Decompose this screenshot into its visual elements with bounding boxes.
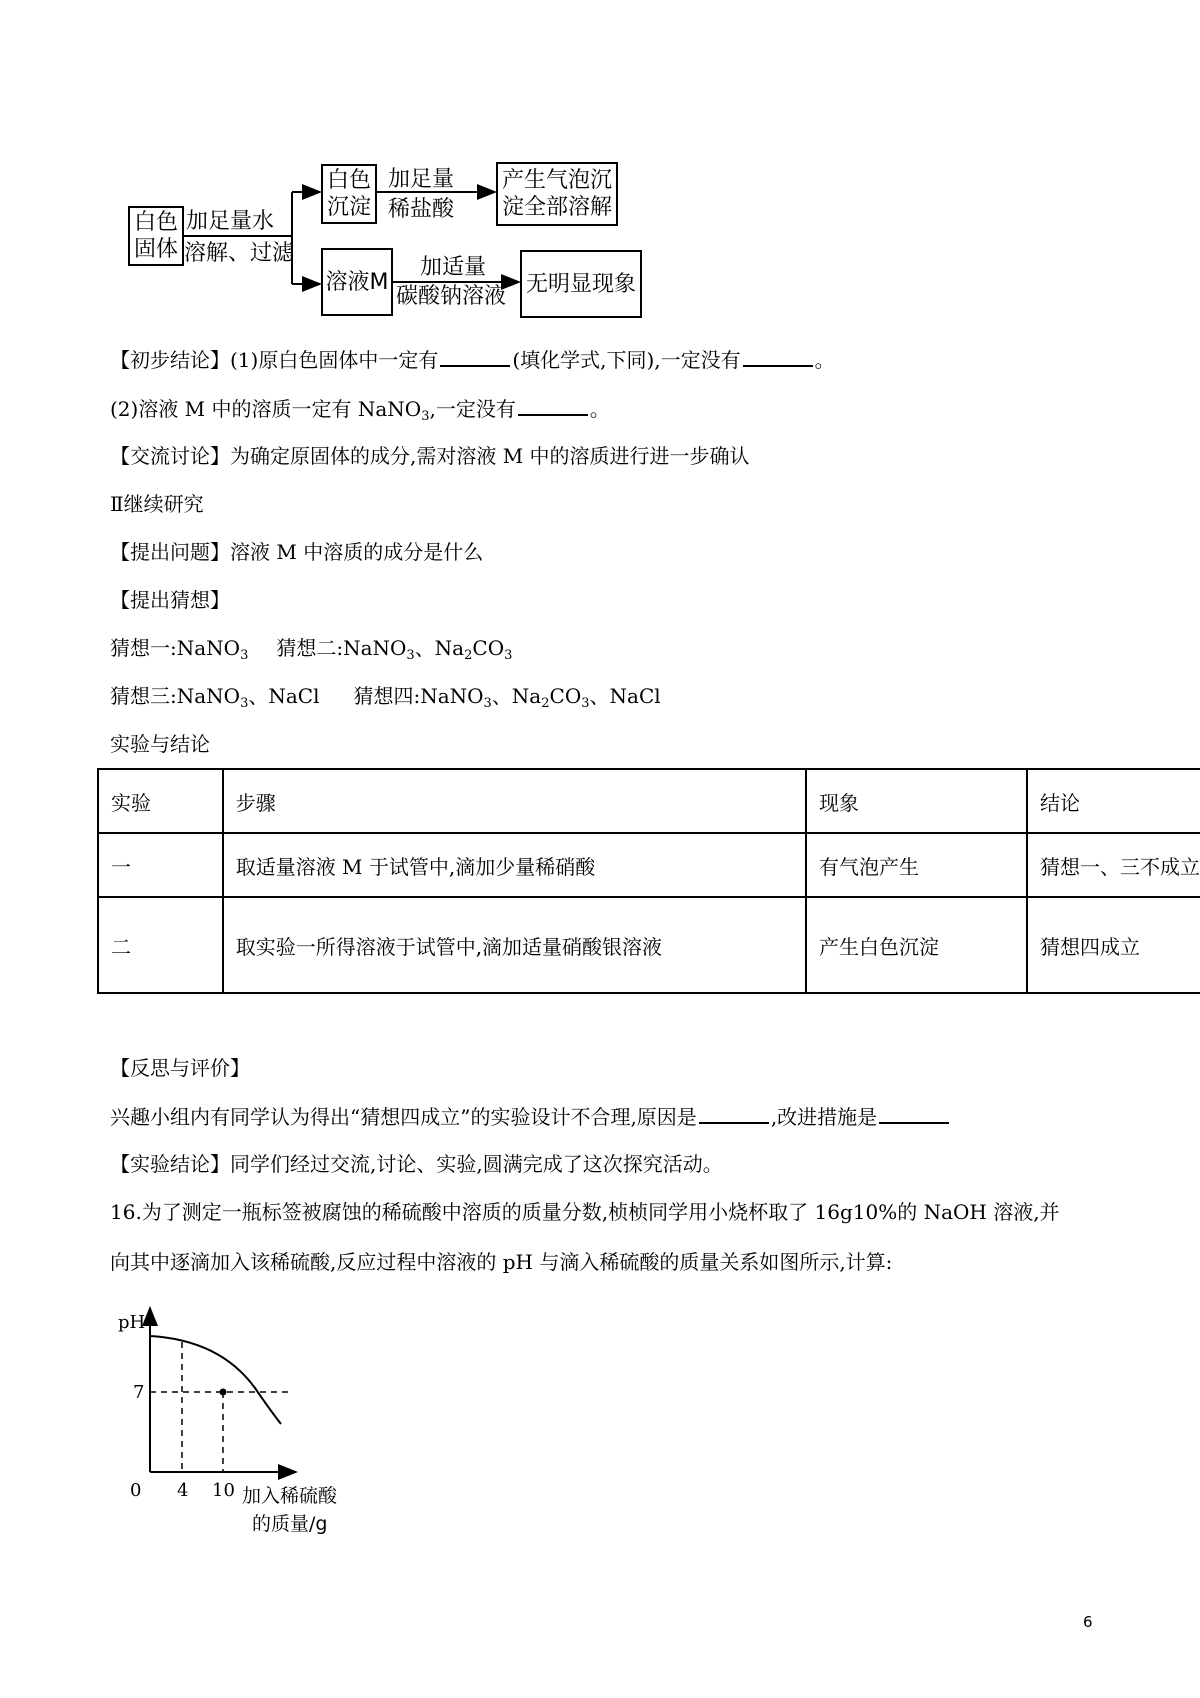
formula-co: CO [472, 636, 505, 660]
flow-precipitate-line1: 白色 [326, 168, 371, 193]
conclusion2-text-b: ,一定没有 [429, 397, 516, 421]
conclusion1-text-a: 【初步结论】(1)原白色固体中一定有 [110, 348, 439, 372]
origin-label: 0 [130, 1480, 142, 1501]
page-number: 6 [1083, 1613, 1093, 1631]
subscript: 3 [240, 696, 249, 711]
subscript: 3 [581, 696, 590, 711]
hypothesis-3: 猜想三:NaNO [110, 684, 241, 708]
hypothesis-4-rest2: 、NaCl [589, 684, 661, 708]
subscript: 2 [541, 696, 550, 711]
flow-start-line1: 白色 [133, 210, 178, 235]
flow-result2-label: 无明显现象 [525, 271, 636, 297]
hypothesis-4-rest1: 、Na [491, 684, 542, 708]
flow-connectors [0, 0, 700, 330]
table-header-cell: 步骤 [223, 769, 806, 833]
table-header-cell: 实验 [98, 769, 223, 833]
table-row [98, 897, 1200, 993]
question-line: 【提出问题】溶液 M 中溶质的成分是什么 [110, 540, 484, 564]
hypothesis-1: 猜想一:NaNO [110, 636, 241, 660]
conclusion-line-1 [110, 347, 835, 372]
reflection-line [110, 1104, 951, 1129]
subscript: 3 [240, 648, 249, 663]
table-header-row [98, 769, 1200, 833]
ph-graph [100, 1300, 400, 1540]
x-tick-label: 10 [212, 1480, 235, 1501]
ph-curve [150, 1336, 281, 1424]
experiment-table [97, 768, 1200, 994]
hypothesis-heading: 【提出猜想】 [110, 588, 230, 612]
flow-step2-top: 加足量 [388, 167, 455, 192]
flow-precipitate-line2: 沉淀 [326, 195, 371, 220]
answer-blank-3[interactable] [518, 396, 588, 416]
experiment-heading: 实验与结论 [110, 732, 210, 756]
section-2-heading: Ⅱ继续研究 [110, 492, 204, 516]
subscript: 3 [483, 696, 492, 711]
conclusion-line-2 [110, 396, 610, 424]
final-conclusion-line: 【实验结论】同学们经过交流,讨论、实验,圆满完成了这次探究活动。 [110, 1152, 723, 1176]
y-axis-label: pH [118, 1312, 146, 1333]
subscript: 3 [406, 648, 415, 663]
flow-step3-bottom: 碳酸钠溶液 [396, 284, 507, 309]
subscript: 2 [464, 648, 473, 663]
reflection-heading: 【反思与评价】 [110, 1056, 250, 1080]
conclusion1-text-b: (填化学式,下同),一定没有 [512, 348, 741, 372]
answer-blank-5[interactable] [879, 1104, 949, 1124]
equivalence-point [220, 1389, 227, 1396]
table-cell: 猜想四成立 [1027, 897, 1200, 993]
x-axis-label-line2: 的质量/g [252, 1513, 328, 1535]
formula-co: CO [549, 684, 582, 708]
flow-start-line2: 固体 [133, 237, 178, 262]
table-header-cell: 现象 [806, 769, 1027, 833]
discussion-line: 【交流讨论】为确定原固体的成分,需对溶液 M 中的溶质进行进一步确认 [110, 444, 750, 468]
flow-solution-label: 溶液M [325, 269, 389, 295]
table-cell: 一 [98, 833, 223, 897]
conclusion1-text-c: 。 [814, 348, 835, 372]
flow-step3-top: 加适量 [420, 255, 487, 280]
table-row [98, 833, 1200, 897]
answer-blank-2[interactable] [743, 347, 813, 367]
table-cell: 取适量溶液 M 于试管中,滴加少量稀硝酸 [223, 833, 806, 897]
question-16-line-1: 16.为了测定一瓶标签被腐蚀的稀硫酸中溶质的质量分数,桢桢同学用小烧杯取了 16g10%的 NaOH 溶液,并 [110, 1200, 1060, 1224]
table-cell: 取实验一所得溶液于试管中,滴加适量硝酸银溶液 [223, 897, 806, 993]
table-cell: 有气泡产生 [806, 833, 1027, 897]
x-axis-label-line1: 加入稀硫酸 [242, 1485, 338, 1507]
subscript: 3 [421, 409, 430, 424]
answer-blank-4[interactable] [699, 1104, 769, 1124]
flow-step2-bottom: 稀盐酸 [388, 197, 455, 222]
flow-step1-bottom: 溶解、过滤 [184, 241, 295, 266]
conclusion2-text-a: (2)溶液 M 中的溶质一定有 NaNO [110, 397, 422, 421]
x-tick-label: 4 [177, 1480, 189, 1501]
flow-result1-line1: 产生气泡沉 [501, 168, 612, 193]
conclusion2-text-c: 。 [589, 397, 610, 421]
table-header-cell: 结论 [1027, 769, 1200, 833]
flow-step1-top: 加足量水 [186, 209, 275, 234]
hypothesis-line-2 [110, 684, 661, 711]
subscript: 3 [504, 648, 513, 663]
reflection-text-a: 兴趣小组内有同学认为得出“猜想四成立”的实验设计不合理,原因是 [110, 1105, 697, 1129]
answer-blank-1[interactable] [440, 347, 510, 367]
table-cell: 产生白色沉淀 [806, 897, 1027, 993]
hypothesis-4: 猜想四:NaNO [353, 684, 484, 708]
flow-result1-line2: 淀全部溶解 [501, 195, 612, 220]
hypothesis-line-1 [110, 636, 513, 663]
hypothesis-2: 猜想二:NaNO [276, 636, 407, 660]
table-cell: 二 [98, 897, 223, 993]
hypothesis-3-rest: 、NaCl [248, 684, 320, 708]
table-cell: 猜想一、三不成立 [1027, 833, 1200, 897]
reflection-text-b: ,改进措施是 [770, 1105, 878, 1129]
y-tick-label: 7 [133, 1382, 145, 1403]
question-16-line-2: 向其中逐滴加入该稀硫酸,反应过程中溶液的 pH 与滴入稀硫酸的质量关系如图所示,计算: [110, 1250, 893, 1274]
hypothesis-2-rest: 、Na [414, 636, 465, 660]
